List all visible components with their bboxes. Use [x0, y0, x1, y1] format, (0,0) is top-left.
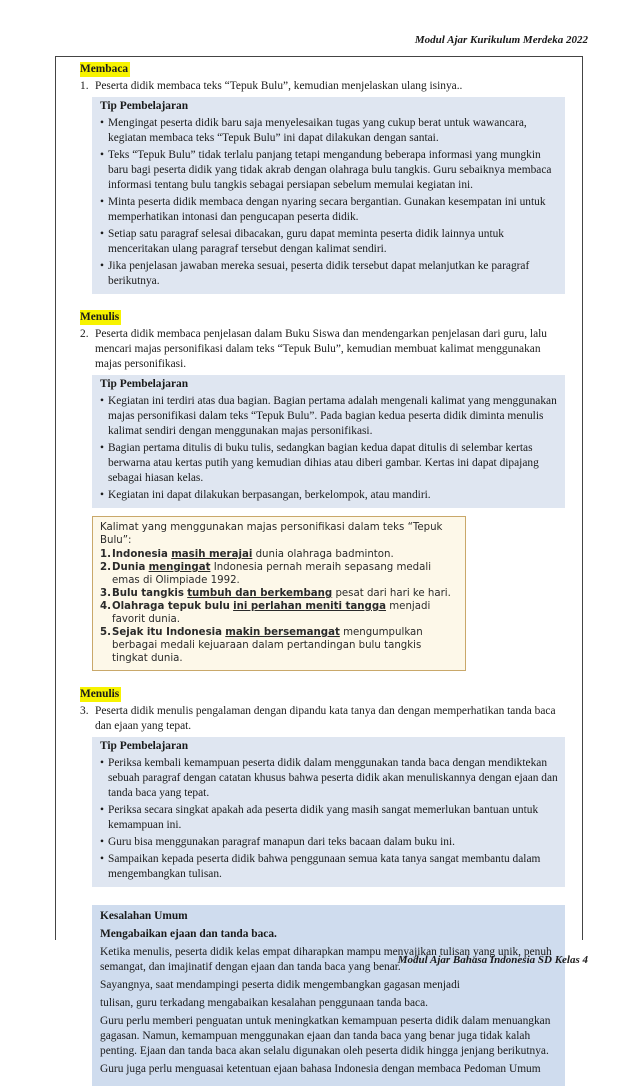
tip-bullet: • Minta peserta didik membaca dengan nyaring secara bergantian. Gunakan kesempatan ini untuk memperhatikan intonasi dan pengucapan peserta didik.	[100, 195, 559, 225]
bullet-text: Minta peserta didik membaca dengan nyaring secara bergantian. Gunakan kesempatan ini untuk memperhatikan intonasi dan pengucapan peserta didik.	[108, 196, 546, 223]
tip-bullet: • Guru bisa menggunakan paragraf manapun dari teks bacaan dalam buku ini.	[100, 835, 559, 850]
example-rest: pesat dari hari ke hari.	[332, 588, 451, 599]
bullet-text: Guru bisa menggunakan paragraf manapun dari teks bacaan dalam buku ini.	[108, 836, 455, 848]
example-item	[100, 626, 458, 665]
tip-title: Tip Pembelajaran	[100, 740, 189, 752]
page-footer: Modul Ajar Bahasa Indonesia SD Kelas 4	[397, 954, 588, 966]
example-subject: Dunia	[112, 562, 146, 573]
example-title: Kalimat yang menggunakan majas personifikasi dalam teks “Tepuk Bulu”:	[100, 522, 443, 546]
example-box	[92, 516, 466, 671]
example-personification: makin bersemangat	[225, 627, 340, 638]
tip-bullet: • Periksa kembali kemampuan peserta didik dalam menggunakan tanda baca dengan mendiktekan sebuah paragraf dengan catatan khusus bahwa peserta didik akan menuliskannya dengan ejaan dan tanda baca yang tepat.	[100, 757, 558, 799]
example-item	[100, 548, 458, 561]
example-personification: mengingat	[148, 562, 211, 573]
tip-bullet: • Sampaikan kepada peserta didik bahwa penggunaan semua kata tanya sangat membantu dalam mengembangkan tulisan.	[100, 852, 559, 882]
example-subject: Indonesia	[112, 549, 168, 560]
mistakes-subtitle: Mengabaikan ejaan dan tanda baca.	[100, 928, 277, 940]
tip-bullet: • Kegiatan ini dapat dilakukan berpasangan, berkelompok, atau mandiri.	[100, 488, 559, 503]
item-number: 3.	[80, 705, 89, 717]
numbered-item	[80, 704, 565, 734]
bullet-text: Periksa kembali kemampuan peserta didik dalam menggunakan tanda baca dengan mendiktekan sebuah paragraf dengan catatan khusus bahwa peserta didik akan menuliskannya dengan ejaan dan tanda baca yang tepat.	[108, 757, 558, 799]
tip-box	[92, 97, 565, 294]
section-heading: Menulis	[80, 311, 120, 323]
content	[80, 62, 565, 1086]
bullet-text: Kegiatan ini terdiri atas dua bagian. Bagian pertama adalah mengenali kalimat yang menggunakan majas personifikasi dalam teks “Tepuk Bulu”. Pada bagian kedua peserta didik diminta menulis kalimat sendiri dengan menggunakan majas personifikasi.	[108, 395, 557, 437]
mistakes-paragraph: Guru perlu memberi penguatan untuk meningkatkan kemampuan peserta didik dalam menuangkan gagasan. Namun, kemampuan menggunakan ejaan dan tanda baca yang benar juga tidak kalah penting. Ejaan dan tanda baca akan selalu digunakan oleh peserta didik hingga jenjang berikutnya.	[100, 1015, 551, 1057]
tip-bullet: • Mengingat peserta didik baru saja menyelesaikan tugas yang cukup berat untuk wawancara, kegiatan membaca teks “Tepuk Bulu” ini dapat dilakukan dengan santai.	[100, 116, 559, 146]
tip-title: Tip Pembelajaran	[100, 100, 189, 112]
bullet-text: Teks “Tepuk Bulu” tidak terlalu panjang tetapi mengandung beberapa informasi yang mungkin baru bagi peserta didik yang tidak akrab dengan olahraga bulu tangkis. Guru sebaiknya membaca informasi tentang bulu tangkis sebagai persiapan sebelum memulai kegiatan ini.	[108, 149, 552, 191]
tip-bullet: • Jika penjelasan jawaban mereka sesuai, peserta didik tersebut dapat melanjutkan ke paragraf berikutnya.	[100, 259, 559, 289]
example-number: 2.	[100, 562, 111, 573]
item-text: Peserta didik membaca teks “Tepuk Bulu”, kemudian menjelaskan ulang isinya..	[95, 80, 463, 92]
tip-box	[92, 375, 565, 508]
mistakes-paragraph: Ketika menulis, peserta didik kelas empat diharapkan mampu menyajikan tulisan yang unik, penuh semangat, dan imajinatif dengan ejaan dan tanda baca yang benar.	[100, 946, 552, 973]
example-personification: masih merajai	[171, 549, 253, 560]
item-text: Peserta didik membaca penjelasan dalam Buku Siswa dan mendengarkan penjelasan dari guru, lalu mencari majas personifikasi dalam teks “Tepuk Bulu”, kemudian membuat kalimat menggunakan majas personifikasi.	[95, 328, 547, 370]
section-heading: Membaca	[80, 63, 129, 75]
mistakes-paragraph: tulisan, guru terkadang mengabaikan kesalahan penggunaan tanda baca.	[100, 997, 428, 1009]
page-header: Modul Ajar Kurikulum Merdeka 2022	[414, 34, 588, 46]
tip-bullet: • Teks “Tepuk Bulu” tidak terlalu panjang tetapi mengandung beberapa informasi yang mungkin baru bagi peserta didik yang tidak akrab dengan olahraga bulu tangkis. Guru sebaiknya membaca informasi tentang bulu tangkis sebagai persiapan sebelum memulai kegiatan ini.	[100, 148, 559, 193]
example-number: 5.	[100, 627, 111, 638]
tip-title: Tip Pembelajaran	[100, 378, 189, 390]
example-rest: mengumpulkan berbagai medali kejuaraan dalam pertandingan bulu tangkis tingkat dunia.	[112, 627, 423, 664]
bullet-text: Jika penjelasan jawaban mereka sesuai, peserta didik tersebut dapat melanjutkan ke paragraf berikutnya.	[108, 260, 530, 287]
section-membaca	[80, 62, 565, 294]
bullet-text: Setiap satu paragraf selesai dibacakan, guru dapat meminta peserta didik lainnya untuk menceritakan ulang paragraf tersebut dengan kalimat sendiri.	[108, 228, 505, 255]
tip-bullet: • Kegiatan ini terdiri atas dua bagian. Bagian pertama adalah mengenali kalimat yang menggunakan majas personifikasi dalam teks “Tepuk Bulu”. Pada bagian kedua peserta didik diminta menulis kalimat sendiri dengan menggunakan majas personifikasi.	[100, 394, 559, 439]
section-menulis-3	[80, 687, 565, 1086]
tip-bullet: • Periksa secara singkat apakah ada peserta didik yang masih sangat memerlukan bantuan untuk kemampuan ini.	[100, 803, 559, 833]
example-item	[100, 561, 458, 587]
example-subject: Olahraga tepuk bulu	[112, 601, 230, 612]
example-rest: Indonesia pernah meraih sepasang medali emas di Olimpiade 1992.	[112, 562, 432, 586]
example-personification: ini perlahan meniti tangga	[233, 601, 387, 612]
item-text: Peserta didik menulis pengalaman dengan dipandu kata tanya dan dengan memperhatikan tanda baca dan ejaan yang tepat.	[95, 705, 556, 732]
tip-box	[92, 737, 565, 887]
mistakes-paragraph: Sayangnya, saat mendampingi peserta didik mengembangkan gagasan menjadi	[100, 979, 460, 991]
example-item	[100, 587, 458, 600]
numbered-item	[80, 79, 565, 94]
example-subject: Sejak itu Indonesia	[112, 627, 223, 638]
bullet-text: Bagian pertama ditulis di buku tulis, sedangkan bagian kedua dapat ditulis di selembar kertas berwarna atau kertas putih yang kemudian dihias atau diberi gambar. Kertas ini dapat dipajang sebagai hiasan kelas.	[108, 442, 539, 484]
mistakes-paragraph: Guru juga perlu menguasai ketentuan ejaan bahasa Indonesia dengan membaca Pedoman Umum	[100, 1063, 541, 1075]
mistakes-title: Kesalahan Umum	[100, 910, 188, 922]
bullet-text: Kegiatan ini dapat dilakukan berpasangan, berkelompok, atau mandiri.	[108, 489, 431, 501]
item-number: 2.	[80, 328, 89, 340]
example-item	[100, 600, 458, 626]
example-rest: dunia olahraga badminton.	[252, 549, 394, 560]
item-number: 1.	[80, 80, 89, 92]
tip-bullet: • Setiap satu paragraf selesai dibacakan, guru dapat meminta peserta didik lainnya untuk menceritakan ulang paragraf tersebut dengan kalimat sendiri.	[100, 227, 559, 257]
bullet-text: Mengingat peserta didik baru saja menyelesaikan tugas yang cukup berat untuk wawancara, kegiatan membaca teks “Tepuk Bulu” ini dapat dilakukan dengan santai.	[108, 117, 527, 144]
example-rest: menjadi favorit dunia.	[112, 601, 431, 625]
section-menulis-2	[80, 310, 565, 671]
example-number: 1.	[100, 549, 111, 560]
numbered-item	[80, 327, 565, 372]
common-mistakes-box	[92, 905, 565, 1086]
example-number: 3.	[100, 588, 111, 599]
example-number: 4.	[100, 601, 111, 612]
section-heading: Menulis	[80, 688, 120, 700]
bullet-text: Sampaikan kepada peserta didik bahwa penggunaan semua kata tanya sangat membantu dalam mengembangkan tulisan.	[108, 853, 541, 880]
example-subject: Bulu tangkis	[112, 588, 184, 599]
bullet-text: Periksa secara singkat apakah ada peserta didik yang masih sangat memerlukan bantuan untuk kemampuan ini.	[108, 804, 539, 831]
example-personification: tumbuh dan berkembang	[187, 588, 333, 599]
tip-bullet: • Bagian pertama ditulis di buku tulis, sedangkan bagian kedua dapat ditulis di selembar kertas berwarna atau kertas putih yang kemudian dihias atau diberi gambar. Kertas ini dapat dipajang sebagai hiasan kelas.	[100, 441, 559, 486]
